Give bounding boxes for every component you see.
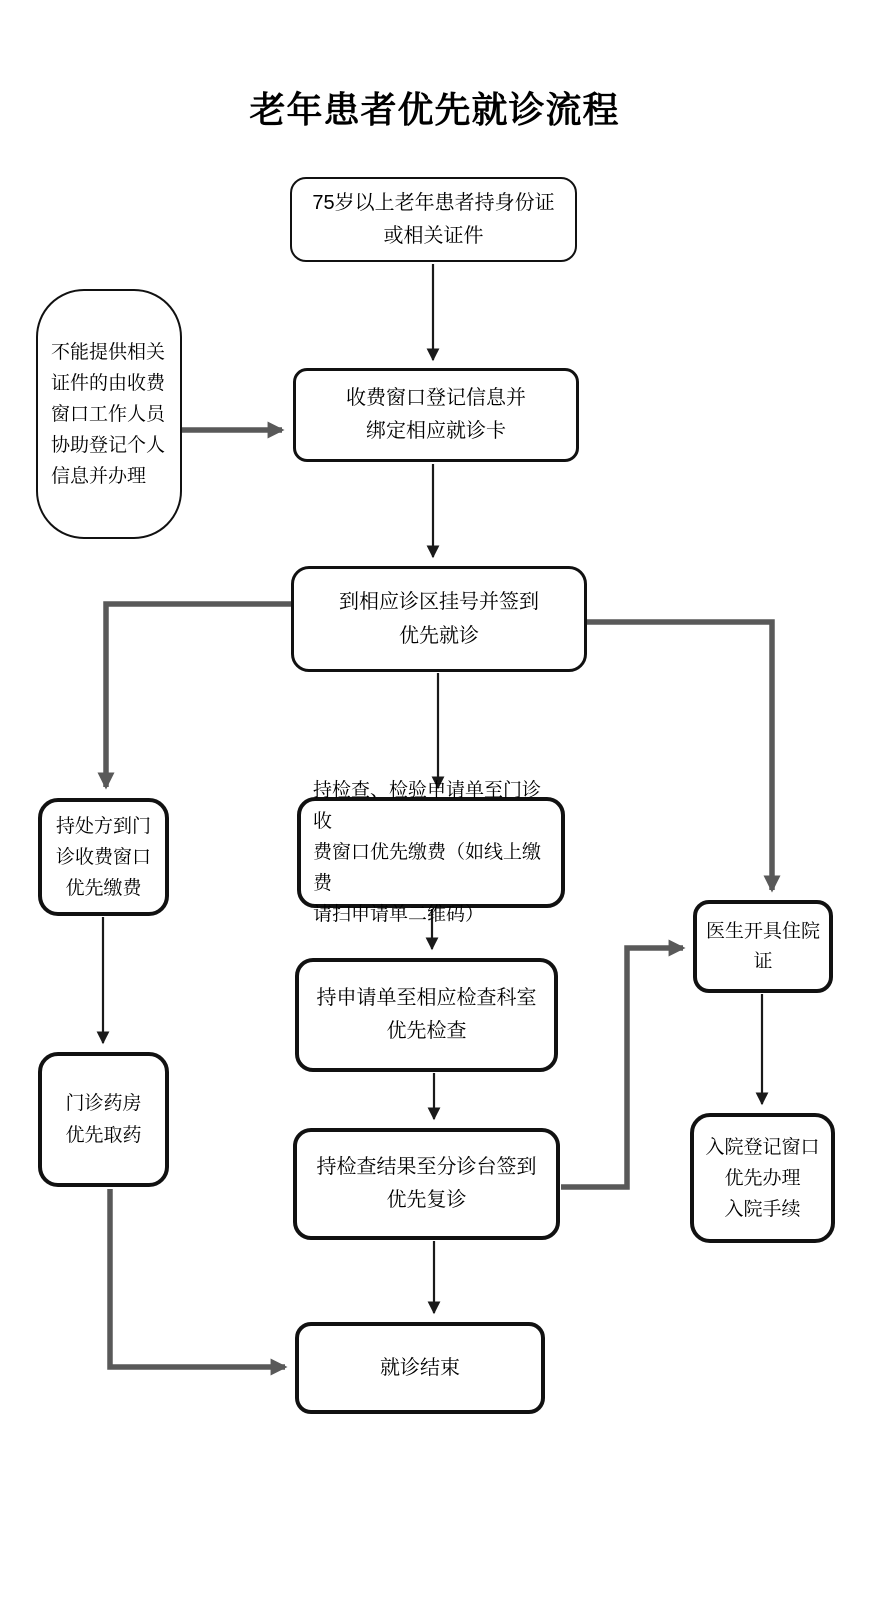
node-signin-line-1: 到相应诊区挂号并签到	[339, 591, 539, 613]
node-id-card-line-1: 75岁以上老年患者持身份证	[312, 191, 555, 214]
node-result-signin-line-1: 持检查结果至分诊台签到	[316, 1156, 537, 1178]
node-end	[295, 1322, 545, 1414]
node-signin-line-2: 优先就诊	[399, 625, 479, 647]
node-no-id-help-text: 不能提供相关证件的由收费窗口工作人员协助登记个人信息并办理	[51, 341, 166, 487]
node-signin	[291, 566, 587, 672]
arrow-pharmacy-to-end	[110, 1189, 285, 1367]
arrow-signin-to-prescription	[106, 604, 292, 787]
node-exam-pay-line-1: 持检查、检验申请单至门诊收	[313, 780, 542, 832]
node-admission-register-line-2: 优先办理	[724, 1167, 801, 1189]
node-prescription-pay-line-1: 持处方到门	[55, 815, 151, 837]
node-exam-line-2: 优先检查	[386, 1020, 467, 1042]
node-exam-pay-line-3: 请扫申请单二维码）	[313, 904, 485, 925]
node-admission-cert-line-1: 医生开具住院证	[705, 920, 820, 972]
node-pharmacy	[38, 1052, 169, 1187]
node-pharmacy-line-2: 优先取药	[65, 1124, 142, 1146]
page-title: 老年患者优先就诊流程	[249, 89, 620, 130]
node-admission-register	[690, 1113, 835, 1243]
arrow-signin-to-cert	[586, 622, 772, 890]
node-admission-cert	[693, 900, 833, 993]
node-result-signin	[293, 1128, 560, 1240]
node-exam-pay	[297, 780, 565, 925]
node-admission-register-line-3: 入院手续	[724, 1198, 801, 1220]
node-admission-register-line-1: 入院登记窗口	[705, 1136, 820, 1158]
node-prescription-pay	[38, 798, 169, 916]
node-pharmacy-line-1: 门诊药房	[65, 1092, 142, 1114]
node-exam-pay-line-2: 费窗口优先缴费（如线上缴费	[313, 842, 542, 894]
node-register-line-1: 收费窗口登记信息并	[346, 387, 526, 409]
node-id-card	[290, 177, 577, 262]
node-prescription-pay-line-2: 诊收费窗口	[55, 846, 151, 868]
node-prescription-pay-line-3: 优先缴费	[65, 877, 142, 899]
node-register	[293, 368, 579, 462]
node-no-id-help	[36, 289, 182, 539]
node-id-card-line-2: 或相关证件	[383, 224, 484, 247]
node-exam	[295, 958, 558, 1072]
node-register-line-2: 绑定相应就诊卡	[366, 420, 506, 442]
node-end-line-1: 就诊结束	[380, 1356, 460, 1379]
arrow-result-to-cert	[561, 948, 683, 1187]
node-result-signin-line-2: 优先复诊	[386, 1189, 467, 1211]
node-exam-line-1: 持申请单至相应检查科室	[316, 987, 537, 1009]
